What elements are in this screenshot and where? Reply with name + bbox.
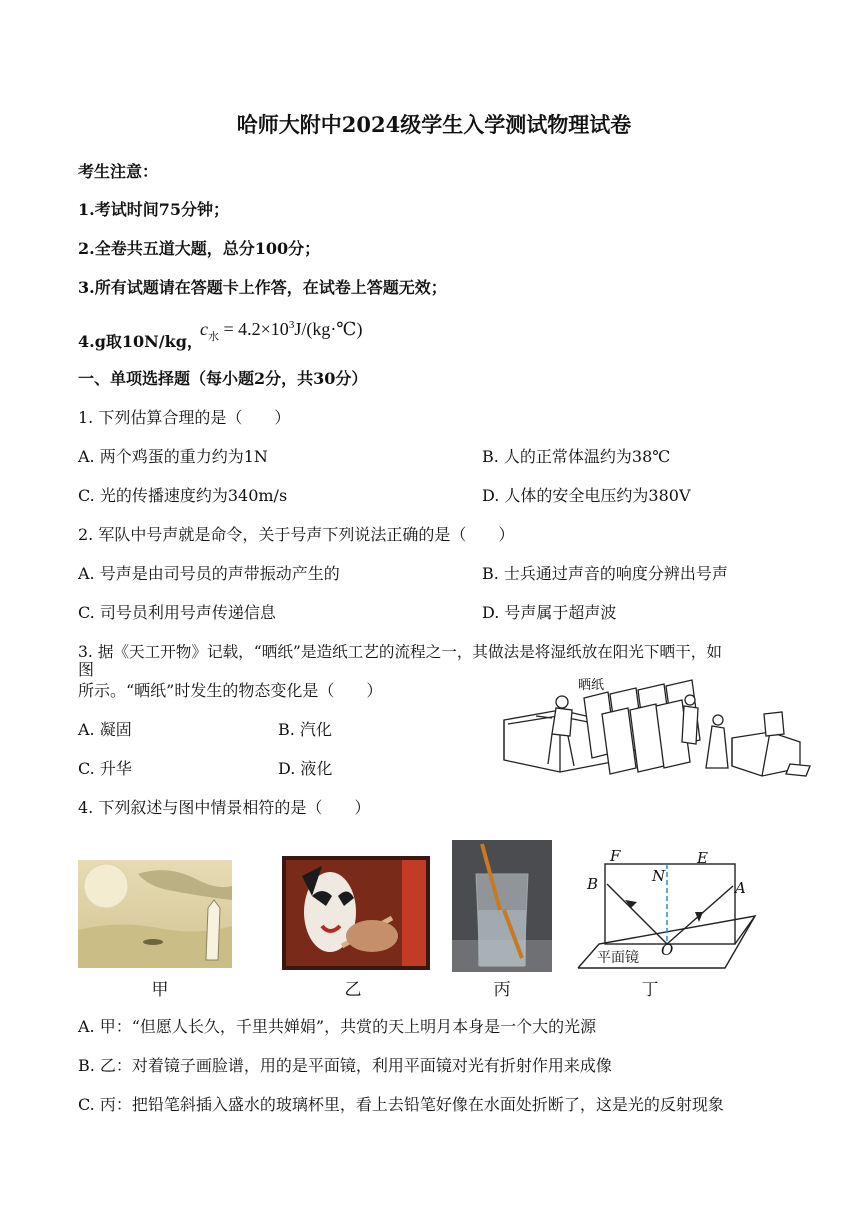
opera-mask-drawing bbox=[282, 856, 430, 970]
label-e: E bbox=[697, 849, 708, 867]
q2-option-d: D. 号声属于超声波 bbox=[482, 603, 617, 622]
paper-drying-figure bbox=[500, 672, 812, 782]
label-b: B bbox=[587, 875, 599, 893]
q3-option-c: C. 升华 bbox=[78, 759, 132, 778]
specific-heat-formula bbox=[200, 319, 362, 342]
caption-bing: 丙 bbox=[493, 980, 511, 1000]
label-o: O bbox=[661, 941, 674, 959]
label-a: A bbox=[735, 879, 746, 897]
notice-item-2: 2.全卷共五道大题，总分100分； bbox=[78, 239, 321, 258]
formula-symbol: c bbox=[200, 319, 208, 339]
caption-jia: 甲 bbox=[151, 980, 169, 1000]
q1-stem: 1. 下列估算合理的是（ ） bbox=[78, 408, 291, 427]
section1-heading: 一、单项选择题（每小题2分，共30分） bbox=[78, 369, 368, 388]
q1-option-c: C. 光的传播速度约为340m/s bbox=[78, 486, 288, 505]
moon-scene-drawing bbox=[78, 860, 232, 968]
reflection-plane bbox=[605, 864, 735, 944]
q2-stem: 2. 军队中号声就是命令，关于号声下列说法正确的是（ ） bbox=[78, 525, 515, 544]
label-mirror: 平面镜 bbox=[597, 950, 639, 966]
paper-drying-drawing bbox=[500, 672, 812, 782]
incident-arrow bbox=[695, 912, 703, 922]
pencil-glass-drawing bbox=[452, 840, 552, 972]
q1-option-d: D. 人体的安全电压约为380V bbox=[482, 486, 691, 505]
q3-option-a: A. 凝固 bbox=[78, 720, 132, 739]
paper-drying-label: 晒纸 bbox=[578, 678, 605, 693]
label-n: N bbox=[652, 867, 666, 885]
notice-item-3: 3.所有试题请在答题卡上作答，在试卷上答题无效； bbox=[78, 278, 447, 297]
q1-option-b: B. 人的正常体温约为38℃ bbox=[482, 447, 671, 466]
q4-option-c: C. 丙：把铅笔斜插入盛水的玻璃杯里，看上去铅笔好像在水面处折断了，这是光的反射现象 bbox=[78, 1095, 724, 1114]
formula-subscript: 水 bbox=[208, 331, 219, 343]
caption-ding: 丁 bbox=[641, 980, 659, 1000]
q2-option-c: C. 司号员利用号声传递信息 bbox=[78, 603, 276, 622]
moon-scene-image bbox=[78, 860, 232, 968]
formula-exponent: 3 bbox=[288, 319, 295, 331]
notice-item-1: 1.考试时间75分钟； bbox=[78, 200, 229, 219]
reflection-diagram bbox=[575, 842, 760, 972]
label-f: F bbox=[610, 847, 621, 865]
pencil-glass-image bbox=[452, 840, 552, 972]
q3-option-b: B. 汽化 bbox=[278, 720, 332, 739]
q4-option-b: B. 乙：对着镜子画脸谱，用的是平面镜，利用平面镜对光有折射作用来成像 bbox=[78, 1056, 612, 1075]
q1-option-a: A. 两个鸡蛋的重力约为1N bbox=[78, 447, 268, 466]
caption-yi: 乙 bbox=[344, 980, 362, 1000]
q3-stem-line1: 3. 据《天工开物》记载，“晒纸”是造纸工艺的流程之一，其做法是将湿纸放在阳光下晒干，如 bbox=[78, 643, 722, 661]
reflected-ray bbox=[607, 884, 667, 944]
q3-option-d: D. 液化 bbox=[278, 759, 333, 778]
page-title: 哈师大附中2024级学生入学测试物理试卷 bbox=[236, 112, 632, 137]
opera-mask-image bbox=[282, 856, 430, 970]
q2-option-b: B. 士兵通过声音的响度分辨出号声 bbox=[482, 564, 728, 583]
q3-stem-line3: 所示。“晒纸”时发生的物态变化是（ ） bbox=[78, 681, 383, 700]
notice-heading: 考生注意： bbox=[78, 162, 159, 181]
notice-item-4: 4.g取10N/kg， bbox=[78, 332, 203, 351]
formula-rhs-b: J/(kg·℃) bbox=[294, 319, 363, 339]
q2-option-a: A. 号声是由司号员的声带振动产生的 bbox=[78, 564, 340, 583]
q4-option-a: A. 甲：“但愿人长久，千里共婵娟”，共赏的天上明月本身是一个大的光源 bbox=[78, 1017, 597, 1036]
q3-stem-line2: 图 bbox=[78, 660, 95, 679]
q4-stem: 4. 下列叙述与图中情景相符的是（ ） bbox=[78, 798, 371, 817]
formula-rhs-a: = 4.2×10 bbox=[223, 319, 289, 339]
